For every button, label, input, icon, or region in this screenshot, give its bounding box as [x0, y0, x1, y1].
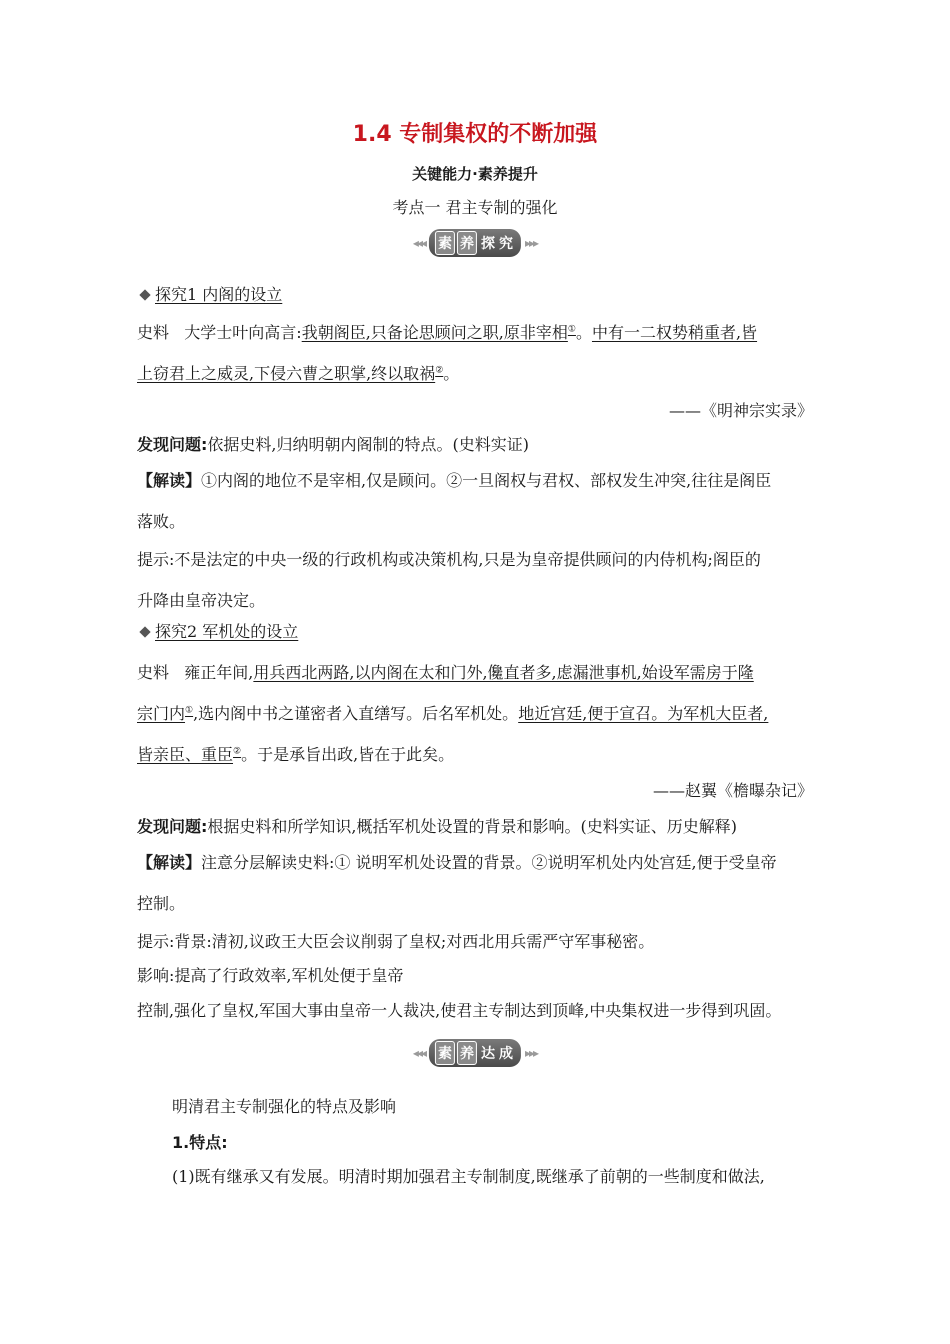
source-underlined: 上窃君上之威灵,下侵六曹之职掌,终以取祸 — [137, 364, 436, 383]
source-underlined: 中有一二权势稍重者,皆 — [591, 323, 758, 342]
source-underlined: 宗门内 — [137, 704, 186, 723]
left-arrows-icon: ◂◂◂ — [412, 1046, 425, 1060]
question-label: 发现问题: — [137, 435, 208, 454]
source-text: 大学士叶向高言: — [184, 323, 302, 342]
question-label: 发现问题: — [137, 817, 208, 836]
source-citation: ——赵翼《檐曝杂记》 — [652, 781, 813, 800]
banner-char: 养 — [457, 1041, 477, 1065]
explore2-heading-text: 探究2 军机处的设立 — [155, 622, 299, 641]
footnote-mark: ② — [435, 365, 444, 376]
source-underlined: 地近宫廷,便于宣召。为军机大臣者, — [518, 704, 769, 723]
interpretation-line — [137, 470, 817, 492]
source-text: 。 — [443, 364, 460, 383]
banner-achieve — [0, 1039, 950, 1063]
right-arrows-icon: ▸▸▸ — [525, 1046, 538, 1060]
left-arrows-icon: ◂◂◂ — [412, 236, 425, 250]
footnote-mark: ① — [185, 705, 194, 716]
source-underlined: 用兵西北两路,以内阁在太和门外,儳直者多,虑漏泄事机,始设军需房于隆 — [253, 663, 754, 682]
banner-char: 成 — [499, 1046, 513, 1062]
hint-line: 控制,强化了皇权,军国大事由皇帝一人裁决,使君主专制达到顶峰,中央集权进一步得到巩固。 — [137, 1001, 782, 1020]
kaodian-heading: 考点一 君主专制的强化 — [392, 198, 558, 217]
question-line — [137, 816, 817, 838]
interpretation-line — [137, 852, 817, 874]
banner-char: 究 — [499, 236, 513, 252]
banner-char: 素 — [435, 231, 455, 255]
banner-char: 养 — [457, 231, 477, 255]
source-text: 。 — [575, 323, 592, 342]
hint-line: 提示:不是法定的中央一级的行政机构或决策机构,只是为皇帝提供顾问的内侍机构;阁臣的 — [137, 550, 761, 569]
banner-char: 探 — [481, 236, 495, 252]
source-underlined: 皆亲臣、重臣 — [137, 745, 234, 764]
footnote-mark: ① — [567, 324, 576, 335]
summary-paragraph: (1)既有继承又有发展。明清时期加强君主专制制度,既继承了前朝的一些制度和做法, — [172, 1167, 765, 1186]
banner-char: 达 — [481, 1046, 495, 1062]
source-underlined: 我朝阁臣,只备论思顾问之职,原非宰相 — [301, 323, 568, 342]
hint-cont: 升降由皇帝决定。 — [137, 591, 266, 610]
source-line — [137, 322, 817, 344]
question-line — [137, 434, 817, 456]
diamond-bullet-icon — [139, 626, 150, 637]
footnote-mark: ② — [233, 746, 242, 757]
question-text: 根据史料和所学知识,概括军机处设置的背景和影响。(史料实证、历史解释) — [207, 817, 737, 836]
source-text: 。于是承旨出政,皆在于此矣。 — [241, 745, 455, 764]
banner-char: 素 — [435, 1041, 455, 1065]
diamond-bullet-icon — [139, 289, 150, 300]
summary-heading: 1.特点: — [172, 1133, 228, 1152]
source-label: 史料 — [137, 323, 170, 342]
hint-line: 提示:背景:清初,议政王大臣会议削弱了皇权;对西北用兵需严守军事秘密。 — [137, 932, 655, 951]
source-line — [137, 662, 817, 684]
source-line — [137, 744, 817, 766]
source-text: 雍正年间, — [184, 663, 254, 682]
question-text: 依据史料,归纳明朝内阁制的特点。(史料实证) — [207, 435, 529, 454]
hint-line: 影响:提高了行政效率,军机处便于皇帝 — [137, 966, 404, 985]
banner-pill — [429, 1039, 521, 1067]
banner-pill — [429, 229, 521, 257]
interpretation-label: 【解读】 — [137, 853, 202, 872]
interpretation-cont: 控制。 — [137, 894, 186, 913]
section-subtitle: 关键能力·素养提升 — [412, 165, 538, 183]
interpretation-text: 注意分层解读史料:① 说明军机处设置的背景。②说明军机处内处宫廷,便于受皇帝 — [201, 853, 777, 872]
banner-explore — [0, 229, 950, 253]
page-title: 1.4 专制集权的不断加强 — [352, 122, 598, 147]
explore2-heading — [137, 621, 817, 643]
interpretation-label: 【解读】 — [137, 471, 202, 490]
source-line — [137, 703, 817, 725]
interpretation-cont: 落败。 — [137, 512, 186, 531]
source-line — [137, 363, 817, 385]
source-label: 史料 — [137, 663, 170, 682]
summary-intro: 明清君主专制强化的特点及影响 — [172, 1097, 397, 1116]
explore1-heading-text: 探究1 内阁的设立 — [155, 285, 283, 304]
source-citation: ——《明神宗实录》 — [668, 401, 813, 420]
right-arrows-icon: ▸▸▸ — [525, 236, 538, 250]
interpretation-text: ①内阁的地位不是宰相,仅是顾问。②一旦阁权与君权、部权发生冲突,往往是阁臣 — [201, 471, 772, 490]
explore1-heading — [137, 284, 817, 306]
source-text: ,选内阁中书之谨密者入直缮写。后名军机处。 — [193, 704, 519, 723]
